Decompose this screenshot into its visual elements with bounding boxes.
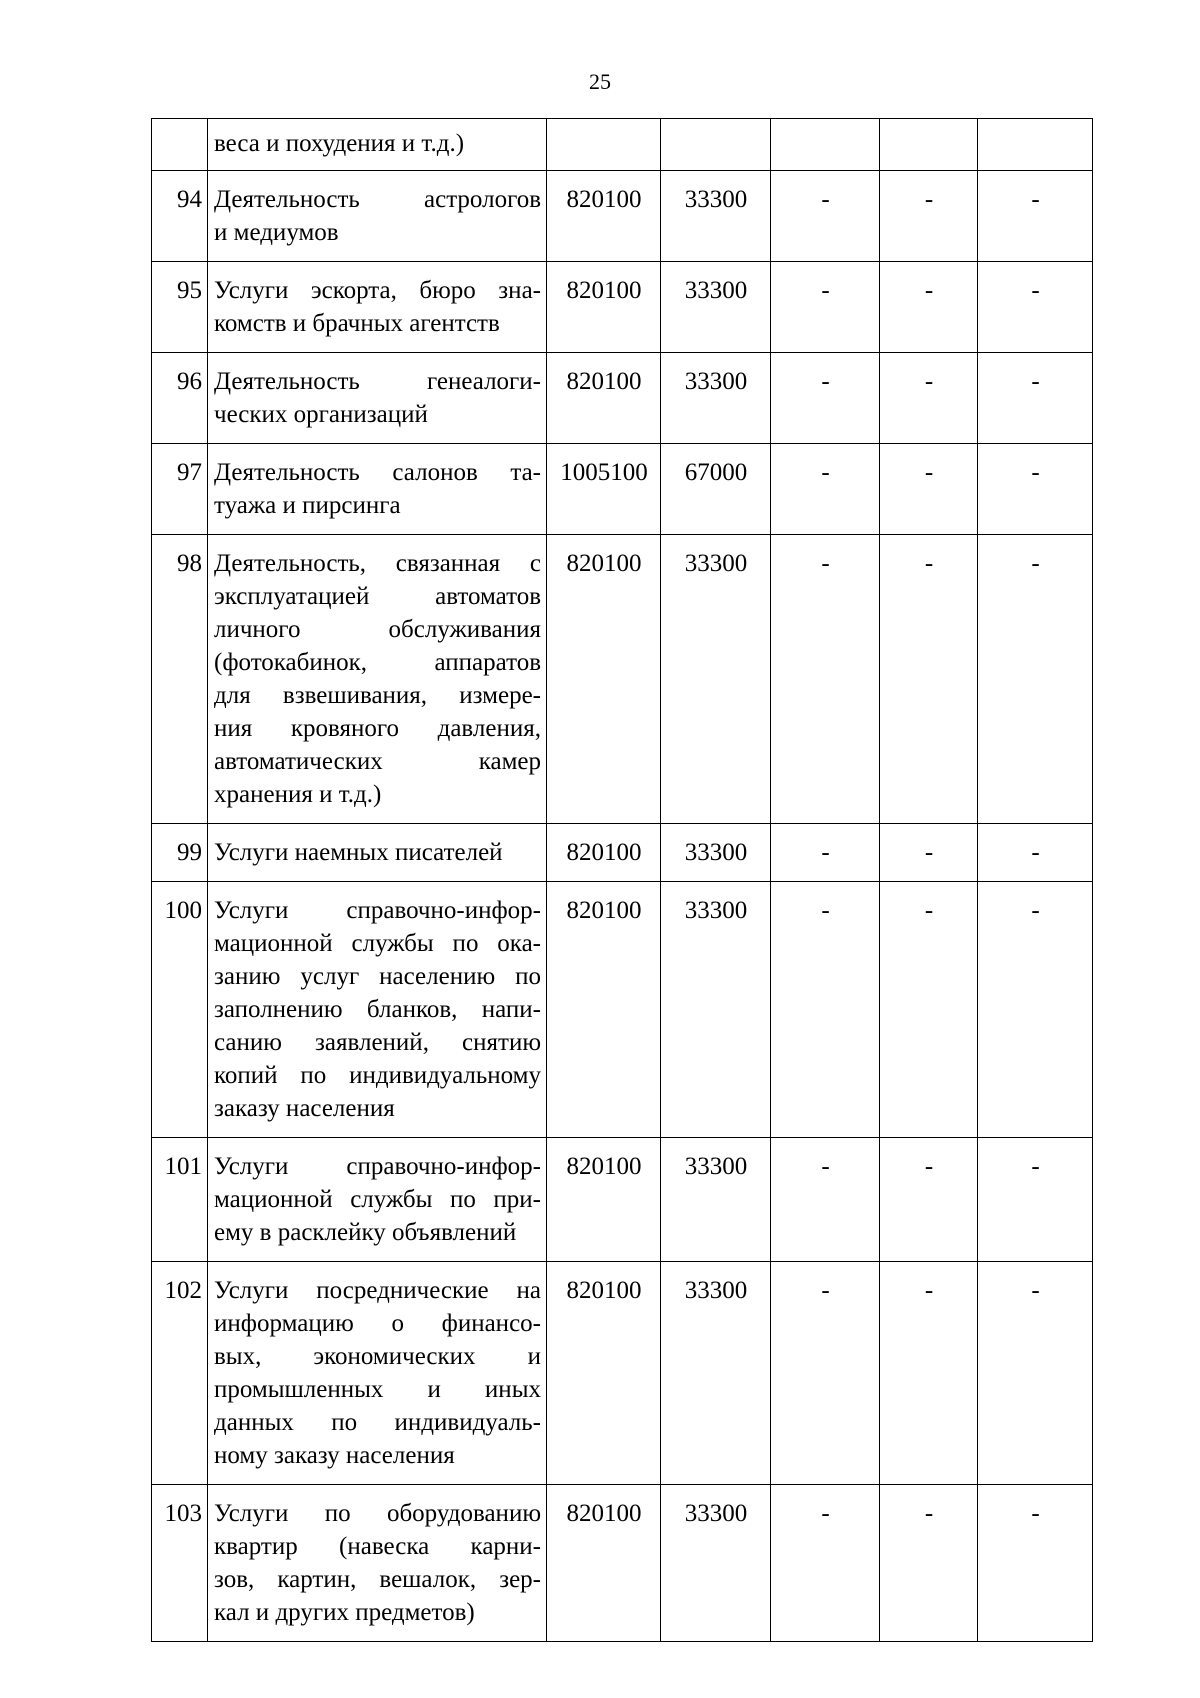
description-line: санию заявлений, снятию	[214, 1029, 541, 1056]
description-cell	[208, 119, 547, 171]
table-row	[152, 353, 1093, 444]
description-line: ческих организаций	[214, 401, 428, 428]
row-number-cell	[152, 119, 208, 171]
row-number-cell: 100	[152, 882, 208, 1138]
table-row	[152, 1138, 1093, 1262]
row-number-cell: 96	[152, 353, 208, 444]
code-cell: 820100	[547, 824, 661, 882]
description-line: Услуги эскорта, бюро зна-	[214, 277, 541, 304]
dash-cell-3	[978, 119, 1093, 171]
amount-cell: 33300	[661, 882, 771, 1138]
description-line: копий по индивидуальному	[214, 1062, 541, 1089]
description-line: ему в расклейку объявлений	[214, 1219, 517, 1246]
code-cell: 820100	[547, 262, 661, 353]
dash-cell-3: -	[978, 882, 1093, 1138]
dash-cell-2: -	[880, 1262, 978, 1485]
table-row	[152, 535, 1093, 824]
row-number-cell: 103	[152, 1485, 208, 1642]
code-cell: 820100	[547, 1262, 661, 1485]
description-line: (фотокабинок, аппаратов	[214, 649, 541, 676]
description-line: данных по индивидуаль-	[214, 1409, 541, 1436]
table-row	[152, 1262, 1093, 1485]
dash-cell-1: -	[771, 171, 880, 262]
description-line: занию услуг населению по	[214, 963, 541, 990]
dash-cell-1: -	[771, 262, 880, 353]
description-line: автоматических камер	[214, 748, 541, 775]
dash-cell-3: -	[978, 444, 1093, 535]
description-line: мационной службы по при-	[214, 1186, 541, 1213]
row-number-cell: 98	[152, 535, 208, 824]
description-line: Деятельность генеалоги-	[214, 368, 541, 395]
description-line: вых, экономических и	[214, 1343, 541, 1370]
description-line: Услуги посреднические на	[214, 1277, 541, 1304]
table-row	[152, 119, 1093, 171]
dash-cell-3: -	[978, 1262, 1093, 1485]
description-line: мационной службы по ока-	[214, 930, 541, 957]
amount-cell: 67000	[661, 444, 771, 535]
dash-cell-1: -	[771, 882, 880, 1138]
description-cell	[208, 171, 547, 262]
description-cell	[208, 262, 547, 353]
description-line: эксплуатацией автоматов	[214, 583, 541, 610]
dash-cell-3: -	[978, 535, 1093, 824]
description-cell	[208, 535, 547, 824]
dash-cell-3: -	[978, 824, 1093, 882]
description-line: заказу населения	[214, 1095, 395, 1122]
row-number-cell: 99	[152, 824, 208, 882]
description-cell	[208, 824, 547, 882]
row-number-cell: 95	[152, 262, 208, 353]
description-line: ния кровяного давления,	[214, 715, 541, 742]
code-cell: 820100	[547, 535, 661, 824]
description-line: комств и брачных агентств	[214, 310, 500, 337]
dash-cell-2: -	[880, 1138, 978, 1262]
table-row	[152, 1485, 1093, 1642]
dash-cell-3: -	[978, 262, 1093, 353]
description-line: Деятельность салонов та-	[214, 459, 541, 486]
amount-cell	[661, 119, 771, 171]
amount-cell: 33300	[661, 824, 771, 882]
dash-cell-1: -	[771, 353, 880, 444]
description-line: зов, картин, вешалок, зер-	[214, 1566, 541, 1593]
description-line: Деятельность, связанная с	[214, 550, 541, 577]
code-cell: 820100	[547, 882, 661, 1138]
description-line: ному заказу населения	[214, 1442, 455, 1469]
description-line: заполнению бланков, напи-	[214, 996, 541, 1023]
dash-cell-1: -	[771, 1262, 880, 1485]
description-line: веса и похудения и т.д.)	[214, 130, 465, 157]
description-line: информацию о финансо-	[214, 1310, 541, 1337]
table-row	[152, 262, 1093, 353]
dash-cell-2: -	[880, 444, 978, 535]
dash-cell-1	[771, 119, 880, 171]
dash-cell-3: -	[978, 1138, 1093, 1262]
description-cell	[208, 1262, 547, 1485]
amount-cell: 33300	[661, 535, 771, 824]
code-cell: 820100	[547, 1485, 661, 1642]
description-line: туажа и пирсинга	[214, 492, 401, 519]
row-number-cell: 102	[152, 1262, 208, 1485]
page-number: 25	[589, 69, 611, 94]
table-row	[152, 824, 1093, 882]
code-cell: 1005100	[547, 444, 661, 535]
description-line: и медиумов	[214, 219, 339, 246]
description-cell	[208, 444, 547, 535]
row-number-cell: 97	[152, 444, 208, 535]
dash-cell-2	[880, 119, 978, 171]
row-number-cell: 94	[152, 171, 208, 262]
dash-cell-2: -	[880, 1485, 978, 1642]
description-line: квартир (навеска карни-	[214, 1533, 541, 1560]
description-cell	[208, 882, 547, 1138]
description-line: Услуги справочно-инфор-	[214, 1153, 541, 1180]
table-row	[152, 171, 1093, 262]
description-line: Услуги по оборудованию	[214, 1500, 541, 1527]
description-line: для взвешивания, измере-	[214, 682, 541, 709]
code-cell: 820100	[547, 171, 661, 262]
dash-cell-2: -	[880, 171, 978, 262]
description-line: Деятельность астрологов	[214, 186, 541, 213]
amount-cell: 33300	[661, 1485, 771, 1642]
dash-cell-3: -	[978, 353, 1093, 444]
dash-cell-2: -	[880, 535, 978, 824]
description-line: личного обслуживания	[214, 616, 541, 643]
amount-cell: 33300	[661, 1262, 771, 1485]
dash-cell-1: -	[771, 444, 880, 535]
dash-cell-1: -	[771, 824, 880, 882]
description-line: Услуги наемных писателей	[214, 839, 503, 866]
description-cell	[208, 1138, 547, 1262]
description-line: Услуги справочно-инфор-	[214, 897, 541, 924]
table-row	[152, 882, 1093, 1138]
dash-cell-1: -	[771, 1485, 880, 1642]
dash-cell-1: -	[771, 1138, 880, 1262]
amount-cell: 33300	[661, 262, 771, 353]
code-cell	[547, 119, 661, 171]
dash-cell-3: -	[978, 1485, 1093, 1642]
table-body	[152, 119, 1093, 1642]
dash-cell-2: -	[880, 824, 978, 882]
code-cell: 820100	[547, 353, 661, 444]
table-row	[152, 444, 1093, 535]
description-line: кал и других предметов)	[214, 1599, 475, 1626]
description-cell	[208, 1485, 547, 1642]
description-line: хранения и т.д.)	[214, 781, 382, 808]
row-number-cell: 101	[152, 1138, 208, 1262]
amount-cell: 33300	[661, 1138, 771, 1262]
amount-cell: 33300	[661, 171, 771, 262]
tariff-table	[151, 118, 1093, 1642]
description-cell	[208, 353, 547, 444]
description-line: промышленных и иных	[214, 1376, 541, 1403]
dash-cell-2: -	[880, 262, 978, 353]
dash-cell-2: -	[880, 353, 978, 444]
dash-cell-2: -	[880, 882, 978, 1138]
code-cell: 820100	[547, 1138, 661, 1262]
dash-cell-1: -	[771, 535, 880, 824]
amount-cell: 33300	[661, 353, 771, 444]
dash-cell-3: -	[978, 171, 1093, 262]
